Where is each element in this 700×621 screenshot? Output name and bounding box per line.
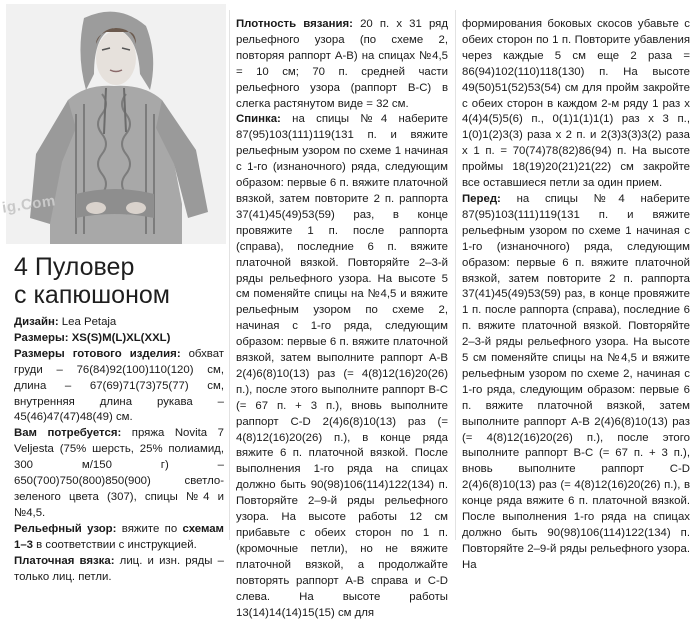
materials-label: Вам потребуется: xyxy=(14,427,122,440)
watermark: ig.Com xyxy=(1,192,57,217)
sizes-value: XS(S)M(L)XL(XXL) xyxy=(68,331,171,344)
sizes-label: Размеры: xyxy=(14,331,69,344)
back-label: Спинка: xyxy=(236,113,281,126)
materials-value: пряжа Novita 7 Veljesta (75% шерсть, 25% полиамид, 300 м/150 г) – 650(700)750(800)850(900) светло-зеленого цвета (307), спицы №4 и №4,5. xyxy=(14,427,224,519)
front-label: Перед: xyxy=(462,192,501,205)
page-title: 4 Пуловер с капюшоном xyxy=(14,253,170,309)
garter-stitch-value: лиц. и изн. ряды – только лиц. петли. xyxy=(14,554,224,583)
relief-schemes: схемам 1–3 xyxy=(14,522,224,551)
garter-stitch-label: Платочная вязка: xyxy=(14,554,115,567)
column-divider xyxy=(455,10,456,540)
front-instructions: на спицы №4 наберите 87(95)103(111)119(131 п. и вяжите рельефным узором по схеме 1 начиная с 1-го (изнаночного) ряда, следующим образом: первые 6 п. вяжите платочной вязкой, затем повторите 2 п. раппорта 37(41)45(49)53(59) раз, в конце провяжите 1 п. после раппорта (справа), последние 6 п. вяжите платочной вязкой. Повторяйте 2–3-й ряды рельефного узора. На высоте 5 см поменяйте спицы на №4,5 и вяжите рельефным узором по схеме 2, начиная с 1-го ряда, следующим образом: первые 6 п. вяжите платочной вязкой, затем выполните раппорт А-В 2(4)6(8)10(13) раз (= 4(8)12(16)20(26) п.), после этого выполните раппорт В-С (= 67 п. + 3 п.), вновь выполните раппорт С-D 2(4)6(8)10(13) раз (= 4(8)12(16)20(26) п.), в конце ряда вяжите 6 п. платочной вязкой. После выполнения 1-го ряда на спицах должно быть 90(98)106(114)122(134) п. Повторяйте 2–9-й ряды рельефного узора. На xyxy=(462,192,690,571)
design-value: Lea Petaja xyxy=(58,316,117,328)
relief-pattern-label: Рельефный узор: xyxy=(14,522,117,535)
back-instructions-continued: формирования боковых скосов убавьте с обеих сторон по 1 п. Повторите убавления через каждые 5 см еще 2 раза = 86(94)102(110)118(130) п. На высоте 49(50)51(52)53(54) см для пройм закройте с обеих сторон в каждом 2-м ряду 1 раз х 4(4)4(5)5(6) п., 0(1)1(1)1(1) раз х 3 п., 1(0)1(2)3(3) раза х 2 п. и 2(3)3(3)3(2) раза х 1 п. = 70(74)78(82)86(94) п. На высоте проймы 18(19)20(21)21(22) см закройте все оставшиеся петли за один прием. xyxy=(462,18,690,190)
back-instructions: на спицы №4 наберите 87(95)103(111)119(131 п. и вяжите рельефным узором по схеме 1 начиная с 1-го (изнаночного) ряда, следующим образом: первые 6 п. вяжите платочной вязкой, затем повторите 2 п. раппорта 37(41)45(49)53(59) раз, в конце провяжите 1 п. после раппорта (справа), последние 6 п. вяжите платочной вязкой. Повторяйте 2–3-й ряды рельефного узора. На высоте 5 см поменяйте спицы на №4,5 и вяжите рельефным узором по схеме 2, начиная с 1-го ряда, следующим образом: первые 6 п. вяжите платочной вязкой, затем выполните раппорт А-В 2(4)6(8)10(13) раз (= 4(8)12(16)20(26) п.), после этого выполните раппорт В-С (= 67 п. + 3 п.), вновь выполните раппорт С-D 2(4)6(8)10(13) раз (= 4(8)12(16)20(26) п.), в конце ряда вяжите 6 п. платочной вязкой. После выполнения 1-го ряда на спицах должно быть 90(98)106(114)122(134) п. Повторяйте 2–9-й ряды рельефного узора. На высоте работы 12 см прибавьте с обеих сторон по 1 п. (кромочные петли), но не вяжите платочной вязкой, а продолжайте повторять раппорт А-В справа и С-D слева. На высоте работы 13(14)14(14)15(15) см для xyxy=(236,113,448,619)
relief-pattern-value: вяжите по xyxy=(116,522,183,535)
density-label: Плотность вязания: xyxy=(236,18,353,30)
density-value: 20 п. х 31 ряд рельефного узора (по схеме 2, повторяя раппорт А-В) на спицах №4,5 = 10 см; 70 п. средней части рельефного узора (раппорт В-С) в слегка растянутом виде = 32 см. xyxy=(236,18,448,110)
column-3 xyxy=(462,17,690,574)
column-1 xyxy=(14,315,224,585)
column-divider xyxy=(229,10,230,540)
finished-size-label: Размеры готового изделия: xyxy=(14,347,181,360)
design-label: Дизайн: xyxy=(14,316,59,328)
relief-pattern-tail: в соответствии с инструкцией. xyxy=(33,538,197,551)
finished-size-value: обхват груди – 76(84)92(100)110(120) см, длина – 67(69)71(73)75(77) см, внутренняя длина рукава – 45(46)47(47)48(49) см. xyxy=(14,347,224,424)
column-2 xyxy=(236,17,448,621)
